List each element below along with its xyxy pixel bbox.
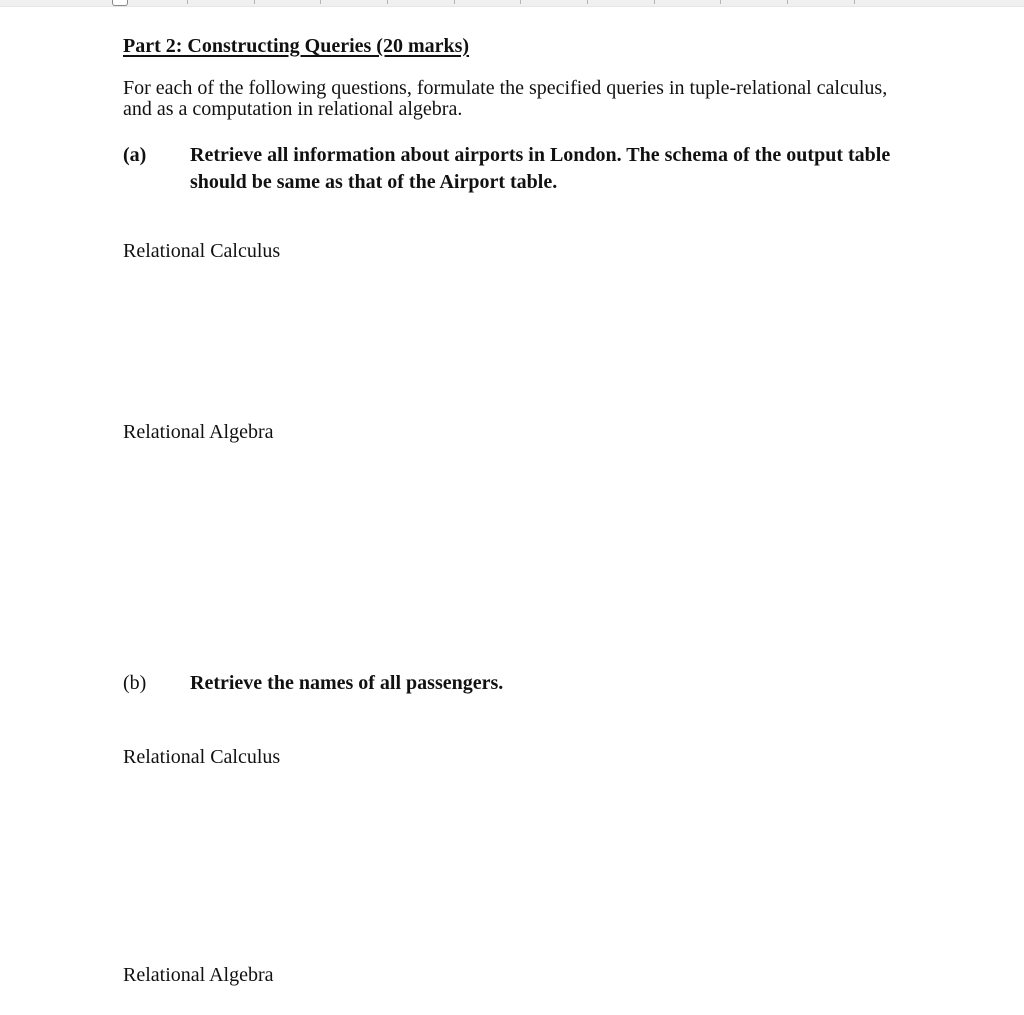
question-b-algebra-label: Relational Algebra xyxy=(123,964,274,986)
ruler-tick xyxy=(720,0,721,4)
ruler-indent-marker[interactable] xyxy=(112,0,128,6)
top-ruler xyxy=(0,0,1024,7)
ruler-tick xyxy=(520,0,521,4)
question-b-label: (b) xyxy=(123,672,147,694)
ruler-tick xyxy=(587,0,588,4)
question-a-label: (a) xyxy=(123,144,147,166)
ruler-tick xyxy=(187,0,188,4)
ruler-tick xyxy=(787,0,788,4)
question-a-calculus-label: Relational Calculus xyxy=(123,240,281,262)
section-heading: Part 2: Constructing Queries (20 marks) xyxy=(123,35,470,57)
question-b xyxy=(123,670,930,697)
question-b-text: Retrieve the names of all passengers. xyxy=(190,672,504,694)
ruler-tick xyxy=(654,0,655,4)
intro-paragraph: For each of the following questions, formulate the specified queries in tuple-relational calculus, and as a computation in relational algebra. xyxy=(123,77,888,120)
ruler-tick xyxy=(454,0,455,4)
question-a-algebra-label: Relational Algebra xyxy=(123,421,274,443)
ruler-tick xyxy=(320,0,321,4)
ruler-tick xyxy=(854,0,855,4)
question-b-calculus-label: Relational Calculus xyxy=(123,746,281,768)
ruler-tick xyxy=(254,0,255,4)
question-a-text: Retrieve all information about airports in London. The schema of the output table should be same as that of the Airport table. xyxy=(190,144,891,193)
ruler-tick xyxy=(387,0,388,4)
document-page xyxy=(0,7,1024,1015)
question-a xyxy=(123,142,930,196)
